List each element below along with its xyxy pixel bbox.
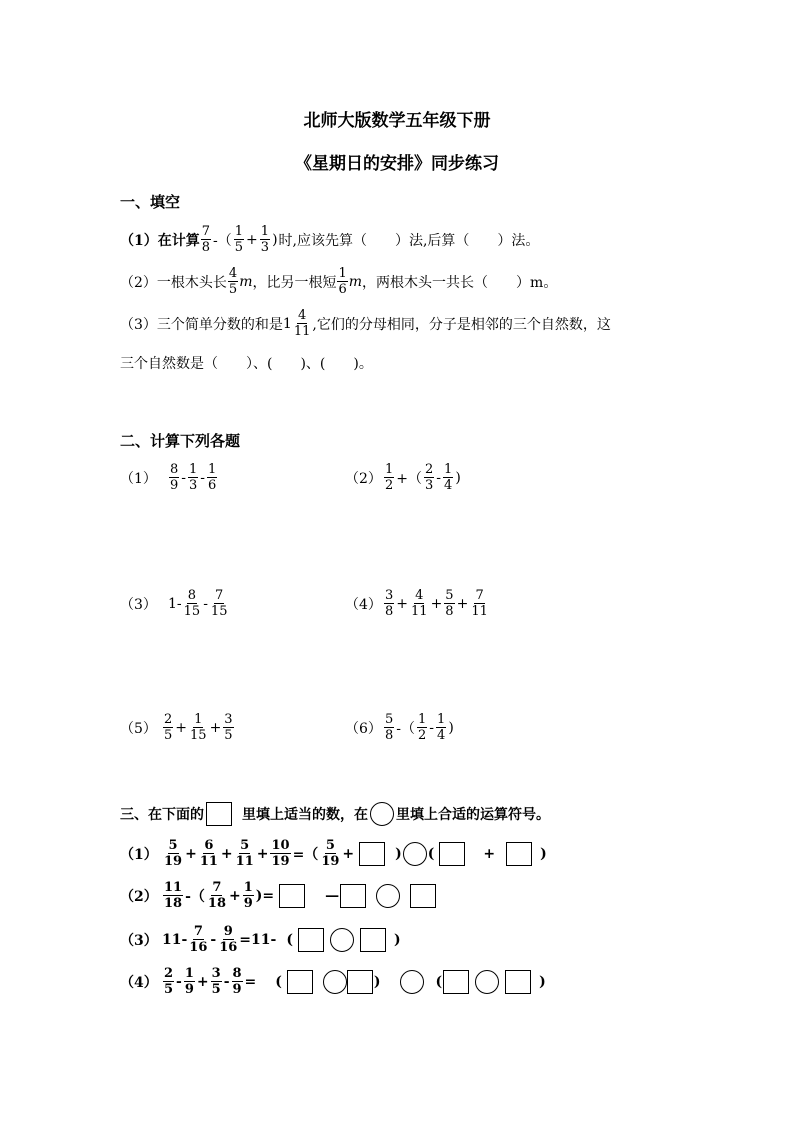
answer-box[interactable] (505, 970, 531, 994)
answer-box[interactable] (410, 884, 436, 908)
page-title: 北师大版数学五年级下册 (303, 111, 491, 131)
section2-heading: 二、计算下列各题 (120, 432, 241, 450)
fraction: $\frac{1}{6}$ (338, 266, 347, 297)
s3-question-1: （1） $\frac{5}{19}$ + $\frac{6}{11}$ + $\frac{5}{11}$ + $\frac{10}{19}$ =（ $\frac{5}{19}$ + ) ( + ) (120, 838, 547, 869)
fraction: $\frac{4}{11}$ (293, 308, 311, 339)
s2-item-5: （5） $\frac{2}{5}$ + $\frac{1}{15}$ + $\frac{3}{5}$ (120, 712, 233, 743)
answer-box[interactable] (506, 842, 532, 866)
operator-circle[interactable] (403, 842, 427, 866)
answer-box[interactable] (340, 884, 366, 908)
answer-box[interactable] (359, 842, 385, 866)
section3-heading: 三、在下面的 里填上适当的数，在 里填上合适的运算符号。 (120, 802, 550, 826)
fraction: $\frac{1}{3}$ (260, 224, 270, 255)
answer-box[interactable] (360, 928, 386, 952)
operator-circle[interactable] (376, 884, 400, 908)
answer-box[interactable] (279, 884, 305, 908)
s1-q2-prefix: （2）一根木头长 (120, 274, 227, 291)
page-subtitle: 《星期日的安排》同步练习 (295, 154, 499, 174)
s3-question-2: （2） $\frac{11}{18}$ -（ $\frac{7}{18}$ + $\frac{1}{9}$ )= — (120, 880, 436, 911)
s1-question-3-line2: 三个自然数是（ ）、( )、( )。 (120, 356, 373, 372)
s2-item-1: （1） $\frac{8}{9}$ - $\frac{1}{3}$ - $\frac{1}{6}$ (120, 462, 217, 493)
fraction: $\frac{1}{5}$ (234, 224, 244, 255)
s1-question-1: （1）在计算 $\frac{7}{8}$ -（ $\frac{1}{5}$ + $\frac{1}{3}$ ) 时,应该先算（ ）法,后算（ ）法。 (120, 224, 540, 255)
s1-question-2: （2）一根木头长 $\frac{4}{5}$ m ，比另一根短 $\frac{1}{6}$ m ，两根木头一共长（ ）m。 (120, 266, 558, 297)
operator-circle-sample (370, 802, 394, 826)
s2-item-2: （2） $\frac{1}{2}$ +（ $\frac{2}{3}$ - $\frac{1}{4}$ ) (345, 462, 461, 493)
fraction: $\frac{4}{5}$ (228, 266, 238, 297)
answer-box[interactable] (347, 970, 373, 994)
answer-box[interactable] (443, 970, 469, 994)
s1-q1-suffix: 时,应该先算（ ）法,后算（ ）法。 (278, 232, 540, 249)
s2-item-4: （4） $\frac{3}{8}$ + $\frac{4}{11}$ + $\frac{5}{8}$ + $\frac{7}{11}$ (345, 588, 488, 619)
operator-circle[interactable] (475, 970, 499, 994)
s2-item-6: （6） $\frac{5}{8}$ -（ $\frac{1}{2}$ - $\frac{1}{4}$ ) (345, 712, 454, 743)
s1-q1-prefix: （1）在计算 (120, 232, 200, 249)
s2-item-3: （3） 1- $\frac{8}{15}$ - $\frac{7}{15}$ (120, 588, 228, 619)
operator-circle[interactable] (330, 928, 354, 952)
operator-circle[interactable] (323, 970, 347, 994)
answer-box[interactable] (439, 842, 465, 866)
s3-question-4: （4） $\frac{2}{5}$ - $\frac{1}{9}$ + $\frac{3}{5}$ - $\frac{8}{9}$ = ( ) ( ) (120, 966, 546, 997)
fraction: $\frac{7}{8}$ (201, 224, 211, 255)
section1-heading: 一、填空 (120, 193, 181, 211)
answer-box[interactable] (298, 928, 324, 952)
operator-circle[interactable] (400, 970, 424, 994)
s1-question-3: （3）三个简单分数的和是 1 $\frac{4}{11}$ ,它们的分母相同，分子是相邻的三个自然数，这 (120, 308, 611, 339)
s3-question-3: （3） 11- $\frac{7}{16}$ - $\frac{9}{16}$ =11- ( ) (120, 924, 401, 955)
answer-box[interactable] (287, 970, 313, 994)
answer-box-sample (206, 802, 232, 826)
